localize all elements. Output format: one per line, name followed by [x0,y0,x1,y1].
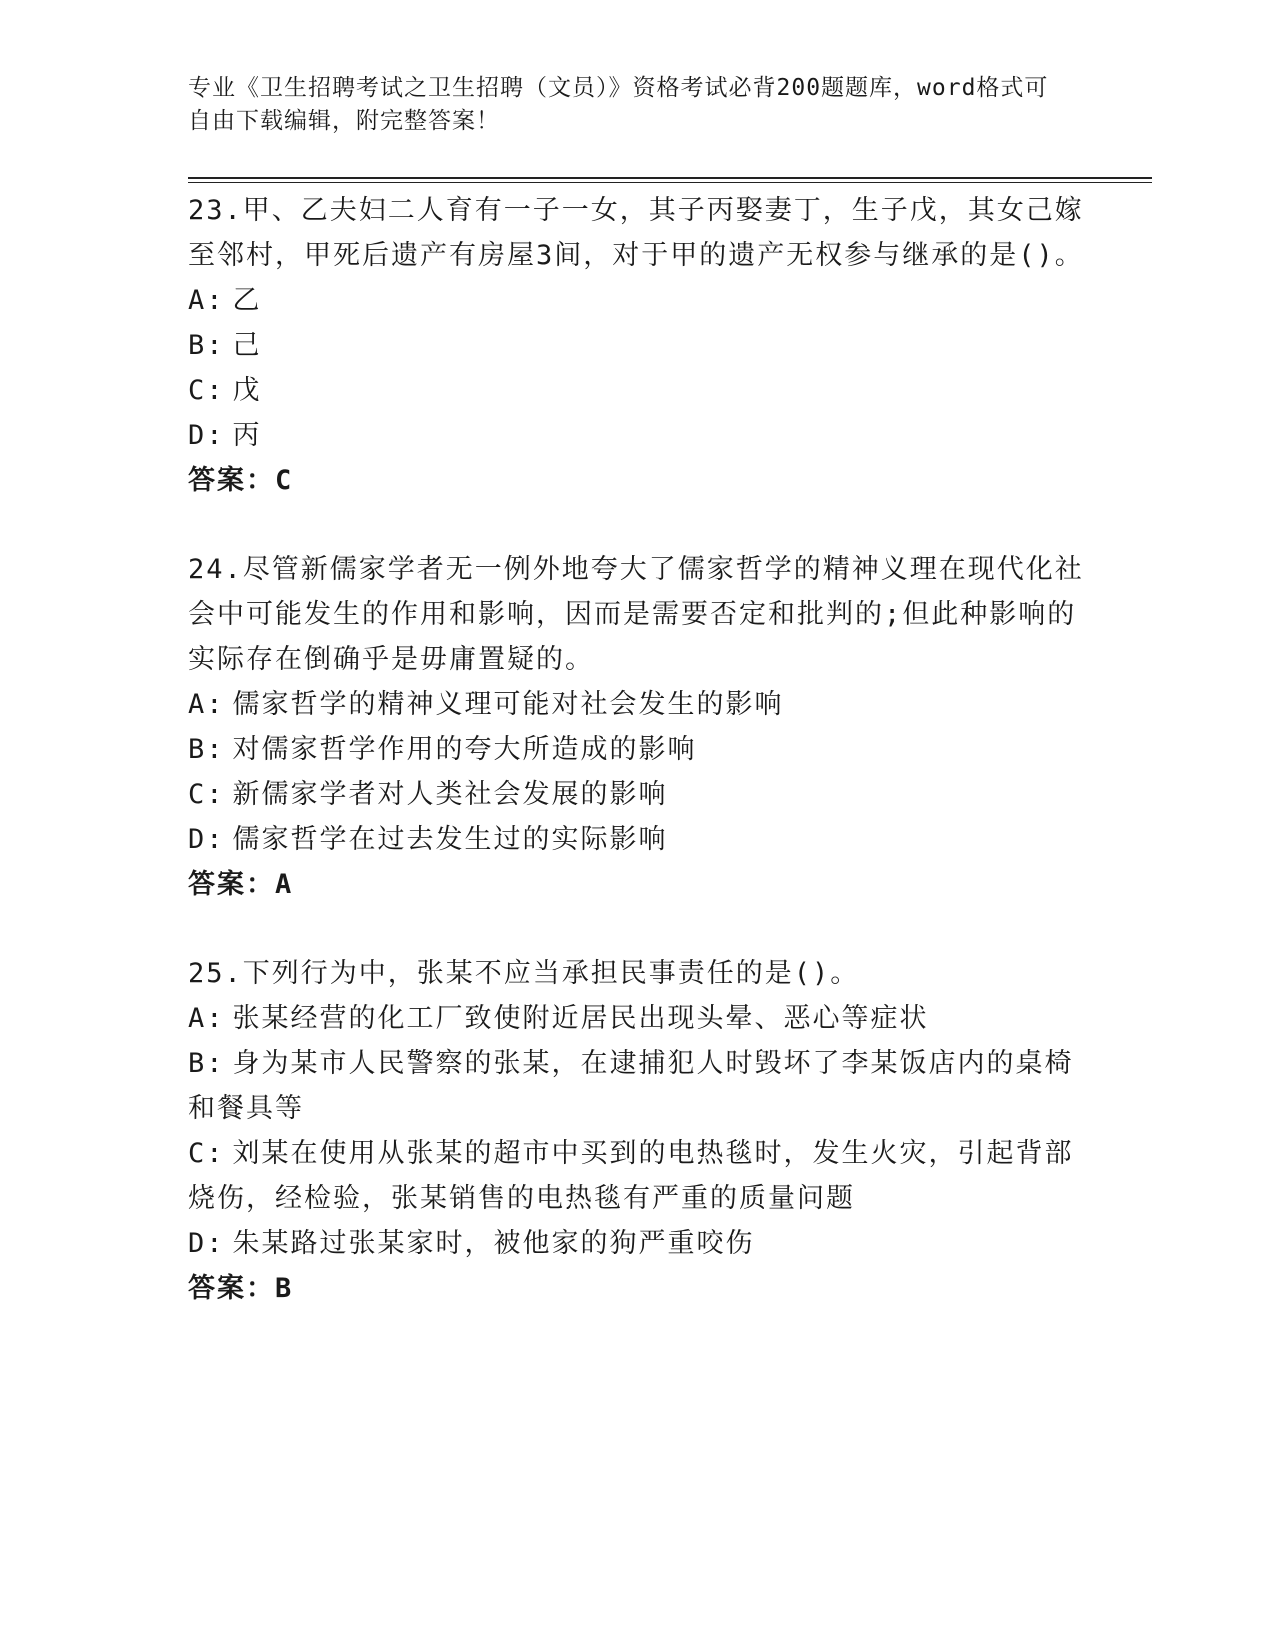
header-title: 专业《卫生招聘考试之卫生招聘（文员）》资格考试必背200题题库，word格式可自由下载编辑，附完整答案！ [188,75,1049,134]
option-text: 对儒家哲学作用的夸大所造成的影响 [232,734,697,765]
question-stem: 25.下列行为中，张某不应当承担民事责任的是()。 [188,958,860,989]
answer-line: 答案：B [188,1273,294,1304]
option-key: B: [188,1048,225,1079]
option-key: D: [188,824,225,855]
question-25 [188,951,1088,1311]
option-b [188,323,1088,368]
option-text: 乙 [232,285,262,316]
question-stem: 23.甲、乙夫妇二人育有一子一女，其子丙娶妻丁，生子戊，其女己嫁至邻村，甲死后遗产有房屋3间，对于甲的遗产无权参与继承的是()。 [188,195,1084,271]
option-text: 己 [232,330,262,361]
option-key: A: [188,285,225,316]
question-stem: 24.尽管新儒家学者无一例外地夸大了儒家哲学的精神义理在现代化社会中可能发生的作用和影响，因而是需要否定和批判的;但此种影响的实际存在倒确乎是毋庸置疑的。 [188,554,1084,675]
answer-line: 答案：C [188,465,294,496]
option-text: 戊 [232,375,262,406]
option-text: 儒家哲学在过去发生过的实际影响 [232,824,668,855]
option-text: 身为某市人民警察的张某，在逮捕犯人时毁坏了李某饭店内的桌椅和餐具等 [188,1048,1074,1124]
option-d [188,817,1088,862]
option-key: B: [188,734,225,765]
option-text: 新儒家学者对人类社会发展的影响 [232,779,668,810]
option-key: C: [188,779,225,810]
option-b [188,727,1088,772]
document-header [188,72,1068,138]
option-text: 丙 [232,420,262,451]
option-a [188,996,1088,1041]
option-key: D: [188,420,225,451]
option-b [188,1041,1088,1131]
option-a [188,278,1088,323]
question-24 [188,547,1088,907]
option-c [188,368,1088,413]
question-list [188,188,1088,1355]
option-key: A: [188,689,225,720]
option-text: 儒家哲学的精神义理可能对社会发生的影响 [232,689,784,720]
option-key: A: [188,1003,225,1034]
option-key: C: [188,1138,225,1169]
option-key: C: [188,375,225,406]
option-text: 张某经营的化工厂致使附近居民出现头晕、恶心等症状 [232,1003,929,1034]
question-23 [188,188,1088,503]
header-divider-thin [188,182,1152,183]
option-c [188,1131,1088,1221]
option-d [188,413,1088,458]
answer-line: 答案：A [188,869,294,900]
header-divider-thick [188,177,1152,179]
option-text: 刘某在使用从张某的超市中买到的电热毯时，发生火灾，引起背部烧伤，经检验，张某销售的电热毯有严重的质量问题 [188,1138,1074,1214]
option-text: 朱某路过张某家时，被他家的狗严重咬伤 [232,1228,755,1259]
option-key: D: [188,1228,225,1259]
option-d [188,1221,1088,1266]
option-c [188,772,1088,817]
option-key: B: [188,330,225,361]
option-a [188,682,1088,727]
